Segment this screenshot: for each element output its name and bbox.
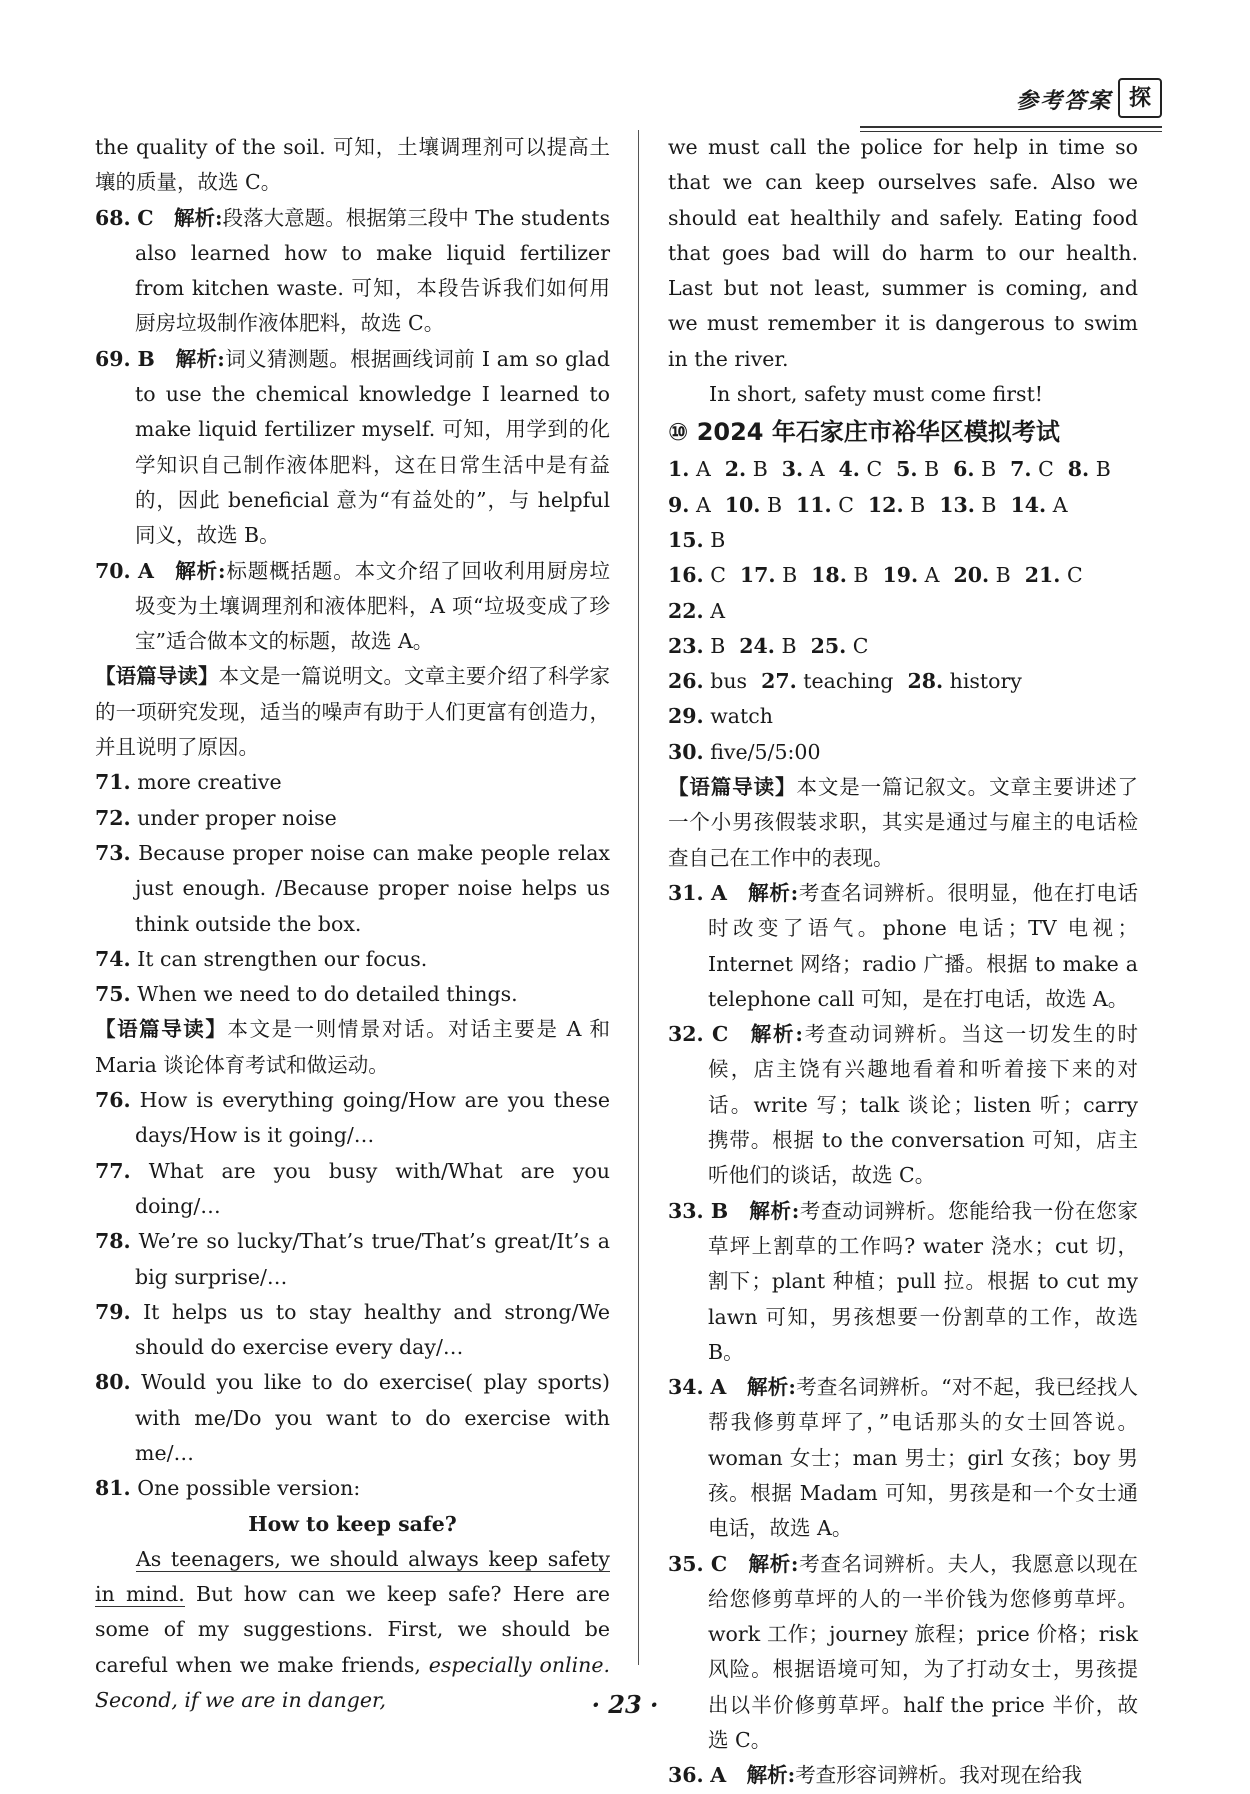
- choice-number: 5.: [896, 457, 918, 482]
- item-number: 68.: [95, 205, 131, 230]
- answer-item: [668, 876, 1138, 1017]
- item-number: 73.: [95, 840, 131, 865]
- choice-number: 21.: [1024, 563, 1061, 588]
- choice-answer: [668, 488, 711, 523]
- answer-item: [95, 942, 610, 977]
- fill-text: five/5/5:00: [710, 739, 821, 764]
- item-answer: B: [710, 1198, 729, 1223]
- answer-item: [668, 1370, 1138, 1546]
- item-answer: C: [710, 1551, 728, 1576]
- choice-answer: [896, 452, 939, 487]
- essay-italic: especially online. Second, if we are in danger,: [95, 1652, 611, 1713]
- fill-answer: [668, 664, 747, 699]
- choice-letter: A: [924, 563, 940, 588]
- fill-number: 29.: [668, 704, 704, 729]
- answer-item: [95, 977, 610, 1012]
- item-text: 考查形容词辨析。我对现在给我: [795, 1763, 1083, 1788]
- choice-number: 25.: [810, 633, 847, 658]
- answer-item: [95, 1471, 610, 1506]
- analysis-label: 解析:: [175, 346, 225, 371]
- section-mark: ⑩: [668, 418, 689, 447]
- item-text: When we need to do detailed things.: [137, 982, 518, 1007]
- fill-number: 27.: [761, 669, 797, 694]
- choice-answer: [782, 452, 825, 487]
- header-title: 参考答案: [1015, 88, 1112, 114]
- answer-item: [95, 801, 610, 836]
- choice-answer: [796, 488, 854, 523]
- choice-number: 23.: [668, 633, 704, 658]
- item-number: 78.: [95, 1229, 131, 1254]
- item-text: 考查名词辨析。很明显，他在打电话时改变了语气。phone 电话；TV 电视；Internet 网络；radio 广播。根据 to make a telephone call 可知，是在打电话，故选 A。: [708, 880, 1138, 1011]
- answer-item: [95, 1365, 610, 1471]
- item-text: 本文是一篇记叙文。文章主要讲述了一个小男孩假装求职，其实是通过与雇主的电话检查自己在工作中的表现。: [668, 775, 1139, 870]
- fill-text: teaching: [803, 669, 894, 694]
- fill-number: 26.: [668, 669, 704, 694]
- choice-answer: [811, 558, 868, 593]
- fill-answer: [668, 735, 820, 770]
- item-text: What are you busy with/What are you doing/…: [135, 1158, 610, 1218]
- choice-number: 14.: [1010, 492, 1047, 517]
- choice-letter: C: [866, 457, 883, 482]
- analysis-label: 解析:: [746, 1375, 796, 1400]
- item-text: 段落大意题。根据第三段中 The students also learned how to make liquid fertilizer from kitchen waste. 可知，本段告诉我们如何用厨房垃圾制作液体肥料，故选 C。: [135, 205, 610, 336]
- choice-letter: B: [1095, 457, 1111, 482]
- item-text: It helps us to stay healthy and strong/We should do exercise every day/…: [135, 1299, 610, 1360]
- item-number: 32.: [668, 1022, 704, 1047]
- item-text: 考查名词辨析。“对不起，我已经找人帮我修剪草坪了，”电话那头的女士回答说。woman 女士；man 男士；girl 女孩；boy 男孩。根据 Madam 可知，男孩是和一个女士通电话，故选 A。: [708, 1375, 1138, 1541]
- choice-letter: C: [1038, 457, 1054, 482]
- column-divider: [638, 130, 639, 1665]
- analysis-label: 解析:: [174, 205, 223, 230]
- choice-number: 2.: [724, 457, 747, 482]
- item-number: 35.: [668, 1551, 704, 1576]
- item-answer: A: [710, 880, 727, 905]
- guide-label: 【语篇导读】: [95, 664, 219, 689]
- page-number: · 23 ·: [591, 1690, 659, 1719]
- guide-label: 【语篇导读】: [668, 775, 797, 800]
- choice-letter: B: [710, 527, 726, 552]
- item-text: How is everything going/How are you these days/How is it going/…: [135, 1088, 610, 1148]
- answer-item: [95, 342, 610, 554]
- item-text: 本文是一则情景对话。对话主要是 A 和 Maria 谈论体育考试和做运动。: [95, 1017, 610, 1077]
- choice-letter: C: [852, 633, 869, 658]
- choice-answer: [740, 558, 797, 593]
- item-number: 34.: [668, 1375, 704, 1400]
- choice-letter: B: [853, 563, 869, 588]
- analysis-label: 解析:: [748, 1022, 803, 1047]
- choice-letter: B: [981, 457, 997, 482]
- item-text: 考查名词辨析。夫人，我愿意以现在给您修剪草坪的人的一半价钱为您修剪草坪。work 工作；journey 旅程；price 价格；risk 风险。根据语境可知，为了打动女士，男孩提出以半价修剪草坪。half the price 半价，故选 C。: [708, 1551, 1138, 1753]
- choice-number: 3.: [781, 457, 804, 482]
- right-column: [668, 130, 1138, 1794]
- choice-number: 22.: [668, 598, 704, 623]
- answer-item: [95, 1083, 610, 1154]
- item-number: 80.: [95, 1370, 131, 1395]
- choice-answer: [868, 488, 925, 523]
- choice-number: 9.: [668, 492, 690, 517]
- choice-number: 12.: [867, 492, 904, 517]
- item-number: 75.: [95, 982, 131, 1007]
- item-text: 考查动词辨析。您能给我一份在您家草坪上割草的工作吗? water 浇水；cut 切，割下；plant 种植；pull 拉。根据 to cut my lawn 可知，男孩想要一份割草的工作，故选 B。: [708, 1198, 1138, 1364]
- choice-answer: [953, 558, 1010, 593]
- essay: [95, 1507, 610, 1719]
- fill-text: history: [949, 669, 1022, 694]
- analysis-label: 解析:: [174, 558, 226, 583]
- fill-text: bus: [710, 669, 748, 694]
- item-number: 36.: [668, 1763, 704, 1788]
- choice-answer: [668, 452, 711, 487]
- item-text: One possible version:: [137, 1476, 361, 1501]
- choice-answer: [1025, 558, 1083, 593]
- fill-answer: [907, 664, 1021, 699]
- choice-number: 8.: [1067, 457, 1090, 482]
- choice-letter: A: [710, 598, 726, 623]
- answer-item: [95, 836, 610, 942]
- answer-item: [95, 1295, 610, 1366]
- fill-answer: [668, 699, 773, 734]
- choice-answer: [839, 452, 883, 487]
- item-answer: C: [712, 1022, 729, 1047]
- reading-guide: [95, 659, 610, 765]
- choice-answer: [953, 452, 996, 487]
- guide-label: 【语篇导读】: [95, 1017, 228, 1042]
- item-number: 81.: [95, 1476, 131, 1501]
- choice-letter: A: [809, 457, 825, 482]
- item-number: 70.: [95, 558, 131, 583]
- fill-number: 28.: [907, 669, 944, 694]
- choice-number: 11.: [796, 492, 832, 517]
- essay-text: But how can we keep safe? Here are some of my suggestions. First, we should be careful when we make friends,: [95, 1582, 610, 1677]
- reading-guide: [95, 1012, 610, 1083]
- item-answer: C: [137, 205, 154, 230]
- essay-closing: In short, safety must come first!: [709, 382, 1044, 407]
- choice-number: 16.: [668, 563, 704, 588]
- item-text: 考查动词辨析。当这一切发生的时候，店主饶有兴趣地看着和听着接下来的对话。write 写；talk 谈论；listen 听；carry 携带。根据 to the conversation 可知，店主听他们的谈话，故选 C。: [708, 1022, 1138, 1188]
- choice-letter: A: [695, 492, 711, 517]
- choice-letter: B: [782, 563, 798, 588]
- item-text: 标题概括题。本文介绍了回收利用厨房垃圾变为土壤调理剂和液体肥料，A 项“垃圾变成了珍宝”适合做本文的标题，故选 A。: [135, 558, 610, 654]
- answer-item: [95, 1154, 610, 1225]
- item-text: 本文是一篇说明文。文章主要介绍了科学家的一项研究发现，适当的噪声有助于人们更富有创造力，并且说明了原因。: [95, 664, 610, 760]
- choice-answer: [811, 629, 869, 664]
- item-text: We’re so lucky/That’s true/That’s great/It’s a big surprise/…: [135, 1229, 610, 1289]
- essay-continued: we must call the police for help in time so that we can keep ourselves safe. Also we should eat healthily and safely. Eating food that goes bad will do harm to our health. Last but not least, summer is coming, and we must remember it is dangerous to swim in the river.: [668, 135, 1138, 371]
- fill-number: 30.: [668, 739, 704, 764]
- analysis-label: 解析:: [747, 880, 799, 905]
- item-number: 77.: [95, 1158, 131, 1183]
- choice-letter: B: [781, 633, 797, 658]
- answer-item: [95, 201, 610, 342]
- choice-letter: A: [1052, 492, 1068, 517]
- choice-answer: [668, 558, 726, 593]
- item-text: Because proper noise can make people relax just enough. /Because proper noise helps us think outside the box.: [135, 840, 610, 936]
- text-line: [95, 130, 610, 201]
- page-header: [860, 78, 1162, 128]
- choice-letter: B: [766, 492, 783, 517]
- section-heading: [668, 412, 1138, 452]
- item-number: 71.: [95, 770, 131, 795]
- section-title: 2024 年石家庄市裕华区模拟考试: [696, 418, 1060, 447]
- item-number: 79.: [95, 1299, 131, 1324]
- choice-letter: B: [924, 457, 940, 482]
- choice-number: 18.: [811, 563, 847, 588]
- header-logo: 探: [1118, 78, 1162, 118]
- choice-letter: C: [838, 492, 854, 517]
- item-answer: A: [710, 1763, 727, 1788]
- analysis-label: 解析:: [748, 1198, 800, 1223]
- choice-answer: [1010, 452, 1054, 487]
- answer-item: [95, 765, 610, 800]
- fill-answers: [668, 664, 1138, 770]
- item-text: the quality of the soil. 可知，土壤调理剂可以提高土壤的质量，故选 C。: [95, 135, 610, 195]
- choice-answer: [1010, 488, 1067, 523]
- choice-number: 24.: [739, 633, 775, 658]
- answer-item: [668, 1194, 1138, 1370]
- item-text: It can strengthen our focus.: [137, 946, 428, 971]
- choice-answer: [939, 488, 996, 523]
- choice-number: 17.: [739, 563, 776, 588]
- choice-answer: [725, 452, 768, 487]
- item-number: 76.: [95, 1088, 131, 1113]
- choice-number: 6.: [953, 457, 975, 482]
- choice-letter: B: [710, 633, 726, 658]
- fill-text: watch: [710, 704, 773, 729]
- item-text: under proper noise: [137, 805, 337, 830]
- item-number: 72.: [95, 805, 131, 830]
- essay-title: How to keep safe?: [248, 1511, 457, 1536]
- item-answer: B: [137, 346, 155, 371]
- item-number: 69.: [95, 346, 131, 371]
- choice-letter: B: [910, 492, 926, 517]
- analysis-label: 解析:: [747, 1551, 799, 1576]
- choice-letter: B: [752, 457, 768, 482]
- item-text: 词义猜测题。根据画线词前 I am so glad to use the chemical knowledge I learned to make liquid fertilizer myself. 可知，用学到的化学知识自己制作液体肥料，这在日常生活中是有益的，因此 beneficial 意为“有益处的”，与 helpful 同义，故选 B。: [135, 346, 610, 548]
- choice-answers: [668, 452, 1138, 664]
- fill-answer: [761, 664, 893, 699]
- reading-guide: [668, 770, 1138, 876]
- answer-item: [668, 1758, 1138, 1793]
- choice-answer: [668, 629, 725, 664]
- choice-number: 20.: [953, 563, 990, 588]
- choice-letter: B: [981, 492, 997, 517]
- choice-letter: C: [1066, 563, 1083, 588]
- choice-letter: A: [695, 457, 711, 482]
- choice-number: 4.: [838, 457, 860, 482]
- choice-answer: [668, 594, 725, 629]
- choice-letter: B: [995, 563, 1011, 588]
- answer-item: [668, 1017, 1138, 1193]
- item-text: more creative: [137, 770, 282, 795]
- item-number: 74.: [95, 946, 131, 971]
- answer-item: [95, 554, 610, 660]
- choice-answer: [725, 488, 782, 523]
- choice-answer: [739, 629, 796, 664]
- left-column: [95, 130, 610, 1718]
- choice-answer: [1068, 452, 1111, 487]
- item-number: 33.: [668, 1198, 704, 1223]
- choice-letter: C: [710, 563, 726, 588]
- item-text: Would you like to do exercise( play sports) with me/Do you want to do exercise with me/…: [135, 1370, 610, 1465]
- item-answer: A: [138, 558, 154, 583]
- choice-number: 10.: [724, 492, 761, 517]
- answer-item: [668, 1547, 1138, 1759]
- choice-answer: [668, 523, 725, 558]
- item-number: 31.: [668, 880, 704, 905]
- choice-number: 7.: [1010, 457, 1032, 482]
- choice-number: 19.: [882, 563, 919, 588]
- choice-number: 15.: [668, 527, 704, 552]
- analysis-label: 解析:: [746, 1763, 796, 1788]
- choice-number: 1.: [668, 457, 690, 482]
- answer-item: [95, 1224, 610, 1295]
- choice-answer: [882, 558, 939, 593]
- item-answer: A: [710, 1375, 727, 1400]
- choice-number: 13.: [939, 492, 975, 517]
- essay-underlined: As teenagers, we should always keep safety in mind.: [95, 1546, 610, 1607]
